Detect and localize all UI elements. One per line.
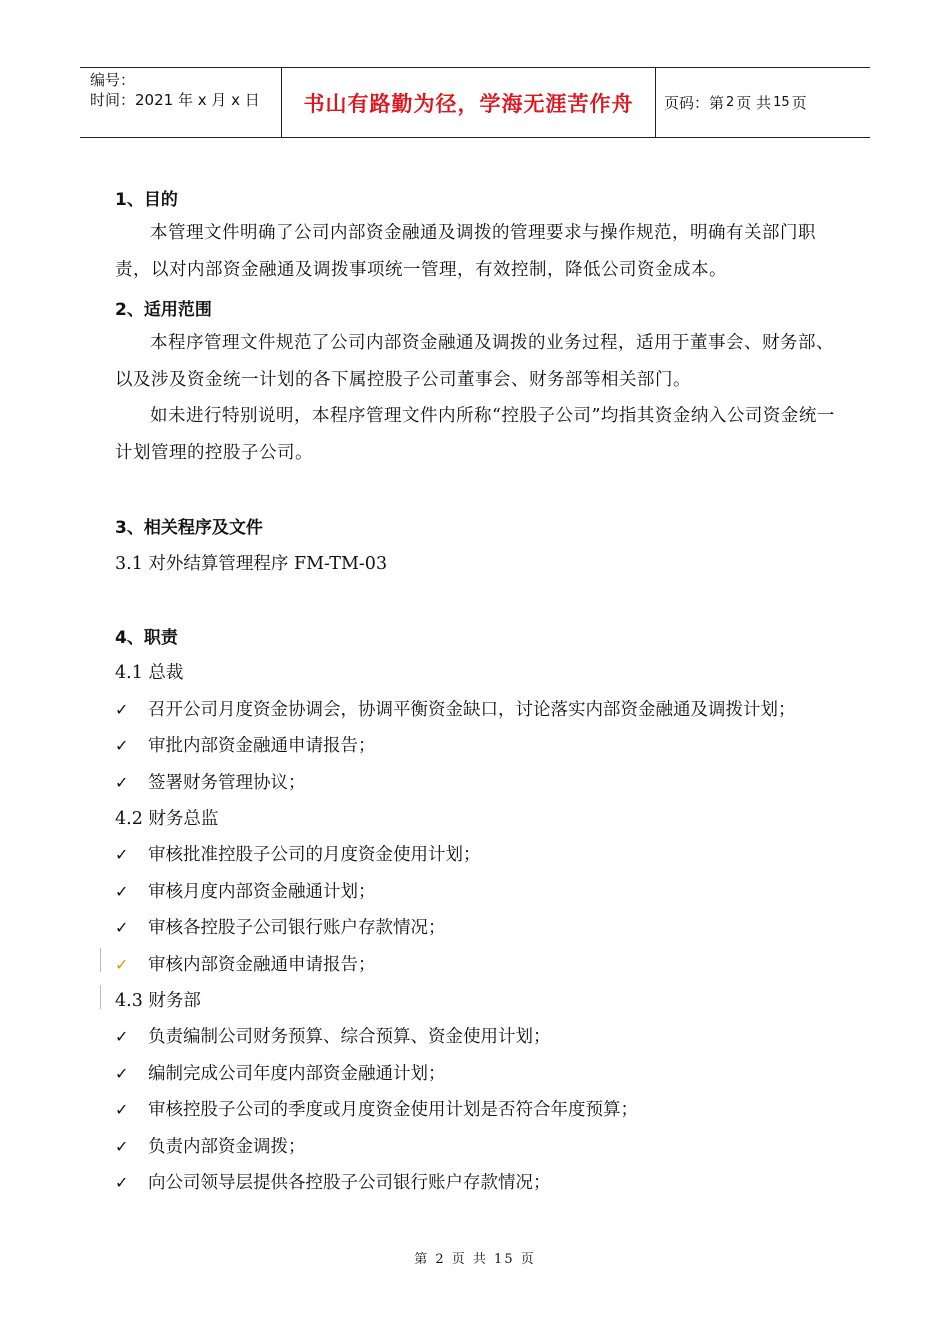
check-icon: ✓: [115, 845, 129, 864]
change-bar: [100, 948, 101, 972]
list-item: ✓ 审核各控股子公司银行账户存款情况；: [115, 918, 446, 938]
check-icon: ✓: [115, 918, 129, 937]
list-item: ✓ 召开公司月度资金协调会，协调平衡资金缺口，讨论落实内部资金融通及调拨计划；: [115, 700, 796, 720]
header-meta-cell: [80, 68, 282, 137]
list-item: ✓ 编制完成公司年度内部资金融通计划；: [115, 1064, 446, 1084]
check-icon: ✓: [115, 773, 129, 792]
section-3-title: 3、相关程序及文件: [115, 518, 263, 538]
change-bar: [100, 985, 101, 1009]
list-item: ✓ 审核批准控股子公司的月度资金使用计划；: [115, 845, 481, 865]
page-footer: 第 2 页 共 15 页: [414, 1252, 536, 1267]
section-1-title: 1、目的: [115, 190, 178, 210]
list-item: ✓ 审核月度内部资金融通计划；: [115, 882, 376, 902]
check-icon: ✓: [115, 1173, 129, 1192]
check-icon: ✓: [115, 1137, 129, 1156]
list-item: ✓ 审核内部资金融通申请报告；: [115, 955, 376, 975]
check-icon: ✓: [115, 1100, 129, 1119]
section-2-paragraph-1: 本程序管理文件规范了公司内部资金融通及调拨的业务过程，适用于董事会、财务部、以及涉及资金统一计划的各下属控股子公司董事会、财务部等相关部门。: [115, 333, 834, 390]
check-icon: ✓: [115, 736, 129, 755]
check-icon: ✓: [115, 955, 129, 974]
list-item: ✓ 审批内部资金融通申请报告；: [115, 736, 376, 756]
section-2-paragraph-2: 如未进行特别说明，本程序管理文件内所称“控股子公司”均指其资金纳入公司资金统一计划管理的控股子公司。: [115, 406, 835, 463]
list-item: ✓ 审核控股子公司的季度或月度资金使用计划是否符合年度预算；: [115, 1100, 638, 1120]
section-3-1: 3.1 对外结算管理程序 FM-TM-03: [115, 554, 388, 574]
section-1-paragraph: 本管理文件明确了公司内部资金融通及调拨的管理要求与操作规范，明确有关部门职责，以对内部资金融通及调拨事项统一管理，有效控制，降低公司资金成本。: [115, 223, 816, 280]
page-prefix: 页码：第: [664, 94, 725, 112]
section-4-1: 4.1 总裁: [115, 663, 184, 683]
header-page-info: [655, 68, 870, 137]
check-icon: ✓: [115, 1027, 129, 1046]
check-icon: ✓: [115, 1064, 129, 1083]
section-2-title: 2、适用范围: [115, 300, 212, 320]
section-4-3: 4.3 财务部: [115, 991, 201, 1011]
check-icon: ✓: [115, 700, 129, 719]
section-4-2: 4.2 财务总监: [115, 809, 219, 829]
header-motto: 书山有路勤为径，学海无涯苦作舟: [282, 68, 656, 137]
check-icon: ✓: [115, 882, 129, 901]
section-4-title: 4、职责: [115, 628, 178, 648]
list-item: ✓ 负责编制公司财务预算、综合预算、资金使用计划；: [115, 1027, 551, 1047]
page-total: 15: [773, 95, 790, 110]
list-item: ✓ 向公司领导层提供各控股子公司银行账户存款情况；: [115, 1173, 551, 1193]
doc-time-label: 时间：2021 年 x 月 x 日: [90, 91, 260, 109]
header-table: [80, 67, 870, 138]
list-item: ✓ 负责内部资金调拨；: [115, 1137, 306, 1157]
list-item: ✓ 签署财务管理协议；: [115, 773, 306, 793]
doc-number-label: 编号：: [90, 71, 136, 89]
page-mid: 页 共: [736, 94, 772, 112]
page-suffix: 页: [791, 94, 807, 112]
page-current: 2: [726, 95, 735, 110]
